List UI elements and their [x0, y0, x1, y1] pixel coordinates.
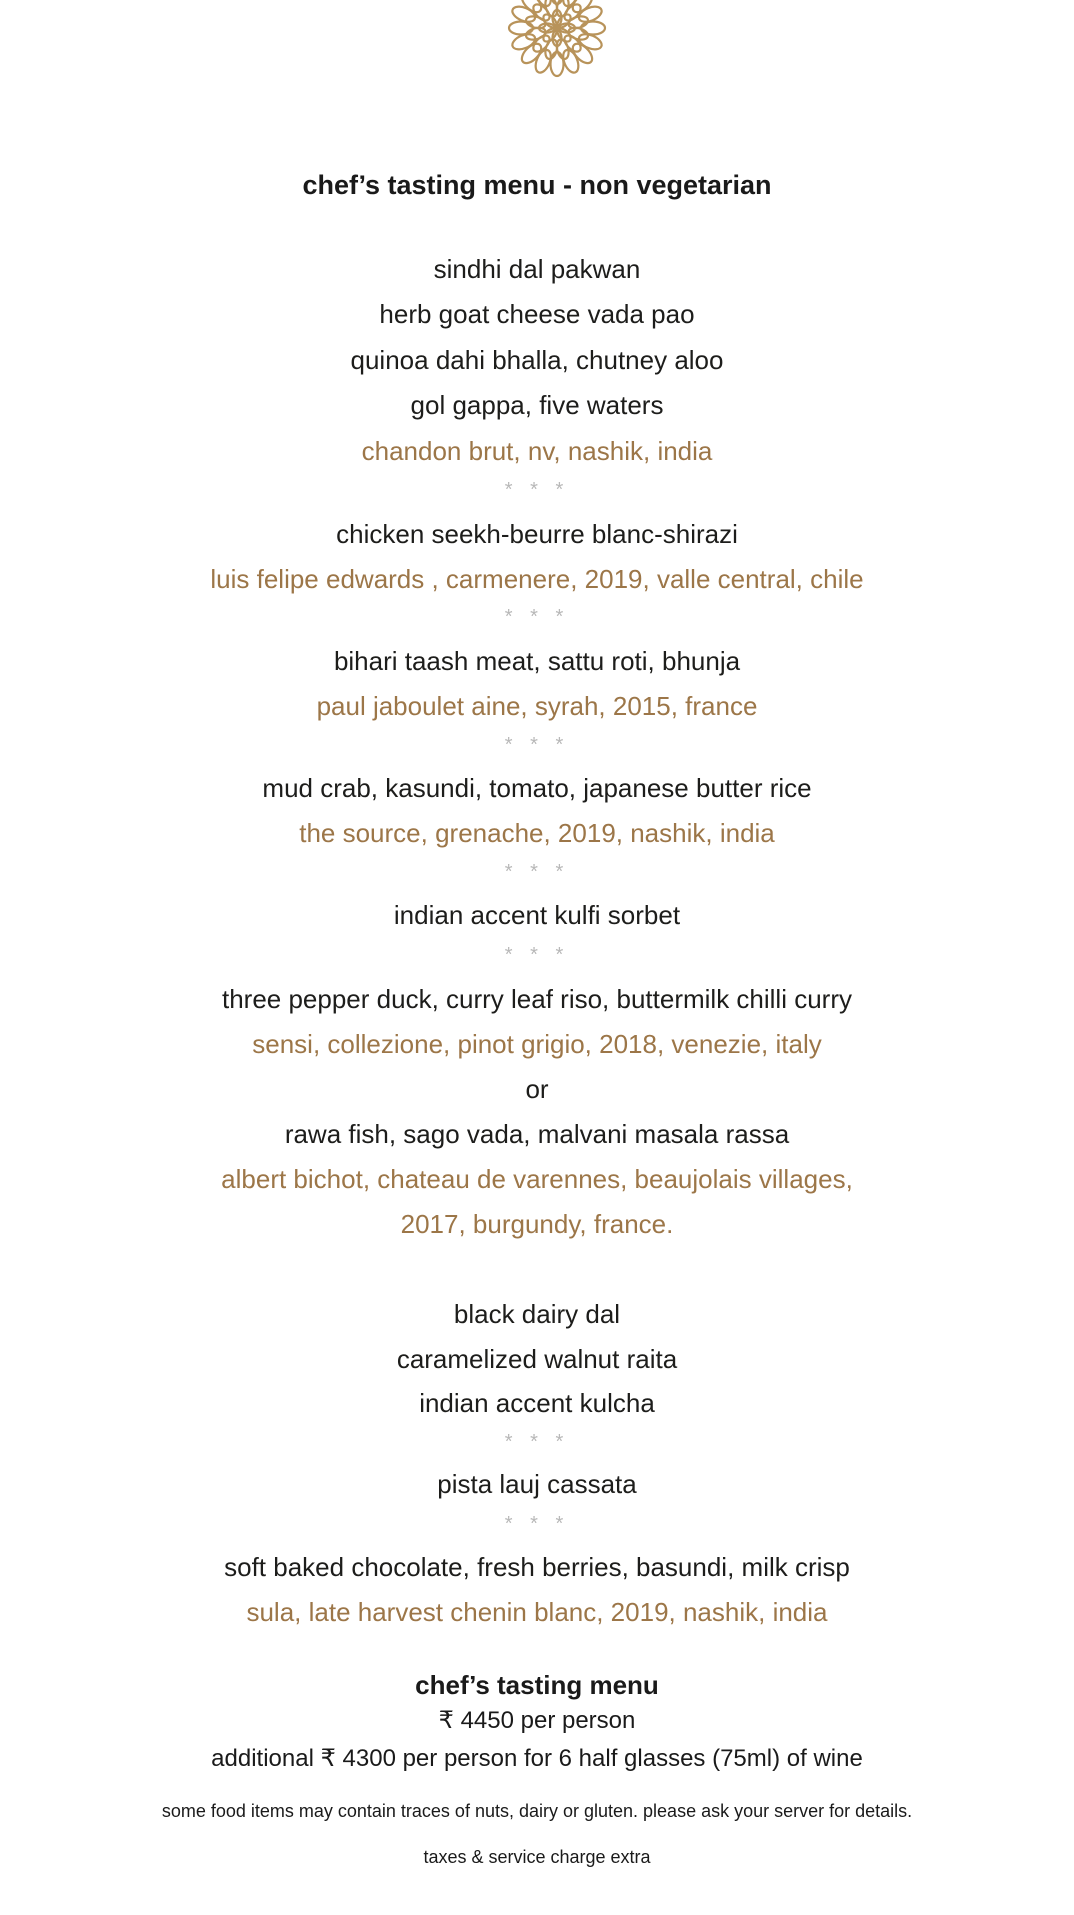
wine-pairing-price: additional ₹ 4300 per person for 6 half glasses (75ml) of wine	[211, 1745, 863, 1772]
dish-item: pista lauj cassata	[437, 1469, 637, 1499]
wine-pairing: luis felipe edwards , carmenere, 2019, valle central, chile	[210, 564, 864, 594]
lotus-flower-icon	[487, 0, 627, 92]
or-divider: or	[525, 1074, 549, 1104]
dish-item: soft baked chocolate, fresh berries, basundi, milk crisp	[224, 1552, 850, 1582]
wine-pairing: 2017, burgundy, france.	[400, 1209, 674, 1239]
course-separator: * * *	[504, 861, 570, 883]
dish-item: mud crab, kasundi, tomato, japanese butter rice	[262, 773, 812, 803]
course-separator: * * *	[504, 479, 570, 501]
wine-pairing: chandon brut, nv, nashik, india	[361, 436, 713, 466]
dish-item: sindhi dal pakwan	[433, 254, 641, 284]
allergen-note: some food items may contain traces of nuts, dairy or gluten. please ask your server for details.	[161, 1801, 913, 1821]
course-separator: * * *	[504, 1513, 570, 1535]
wine-pairing: albert bichot, chateau de varennes, beaujolais villages,	[221, 1164, 853, 1194]
dish-item: black dairy dal	[453, 1299, 621, 1329]
taxes-note: taxes & service charge extra	[423, 1847, 651, 1867]
course-separator: * * *	[504, 944, 570, 966]
pricing-heading: chef’s tasting menu	[415, 1670, 659, 1700]
course-separator: * * *	[504, 734, 570, 756]
wine-pairing: the source, grenache, 2019, nashik, india	[299, 818, 775, 848]
dish-item: caramelized walnut raita	[396, 1344, 678, 1374]
price-per-person: ₹ 4450 per person	[438, 1707, 636, 1734]
dish-item: chicken seekh-beurre blanc-shirazi	[336, 519, 738, 549]
dish-item: indian accent kulcha	[419, 1388, 655, 1418]
dish-item: indian accent kulfi sorbet	[393, 900, 681, 930]
dish-item: three pepper duck, curry leaf riso, buttermilk chilli curry	[221, 984, 852, 1014]
dish-item: herb goat cheese vada pao	[379, 299, 695, 329]
wine-pairing: sensi, collezione, pinot grigio, 2018, venezie, italy	[252, 1029, 822, 1059]
course-separator: * * *	[504, 1431, 570, 1453]
dish-item: bihari taash meat, sattu roti, bhunja	[333, 646, 741, 676]
dish-item: rawa fish, sago vada, malvani masala rassa	[284, 1119, 790, 1149]
wine-pairing: sula, late harvest chenin blanc, 2019, nashik, india	[246, 1597, 828, 1627]
dish-item: gol gappa, five waters	[410, 390, 664, 420]
menu-title: chef’s tasting menu - non vegetarian	[302, 170, 772, 200]
dish-item: quinoa dahi bhalla, chutney aloo	[350, 345, 724, 375]
course-separator: * * *	[504, 606, 570, 628]
wine-pairing: paul jaboulet aine, syrah, 2015, france	[316, 691, 758, 721]
